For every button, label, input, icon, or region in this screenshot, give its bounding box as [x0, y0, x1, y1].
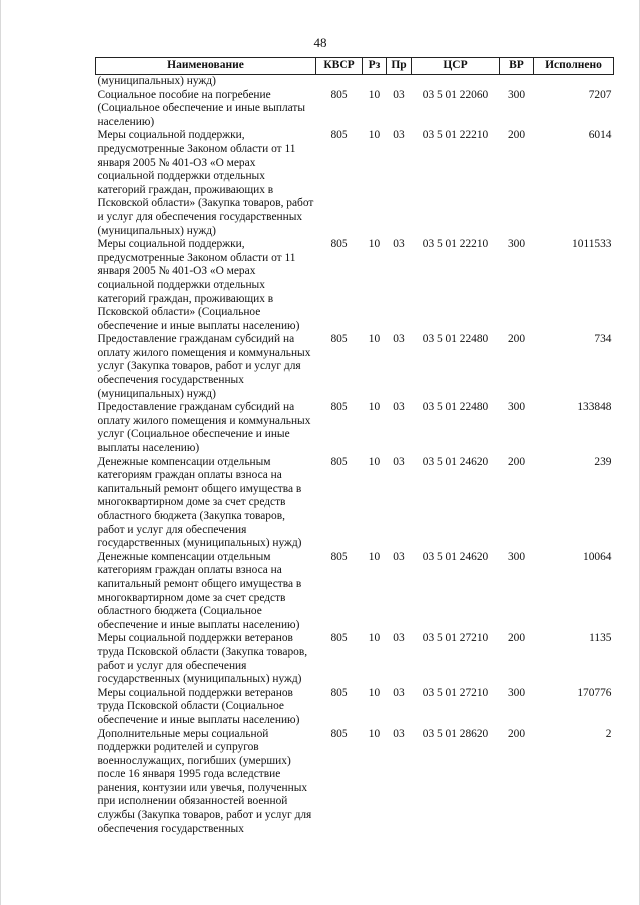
table-row	[96, 728, 614, 837]
table-cell-csr: 03 5 01 22060	[422, 88, 489, 101]
budget-table	[95, 57, 614, 836]
header-done: Исполнено	[534, 58, 614, 75]
table-row	[96, 238, 614, 333]
header-csr: ЦСР	[412, 58, 500, 75]
table-cell-name: Меры социальной поддержки ветеранов труда Псковской области (Социальное обеспечение и иные выплаты населению)	[97, 686, 300, 726]
table-cell-rz: 10	[368, 550, 381, 563]
table-cell-pr: 03	[393, 455, 405, 468]
table-cell-vr: 300	[507, 238, 526, 251]
table-cell-csr: 03 5 01 27210	[422, 632, 489, 645]
table-cell-csr: 03 5 01 24620	[422, 550, 489, 563]
table-cell-kvsr: 805	[330, 550, 348, 563]
table-cell-vr: 300	[507, 686, 526, 699]
table-row	[96, 632, 614, 686]
table-row	[96, 75, 614, 89]
table-cell-name: Денежные компенсации отдельным категориям граждан оплаты взноса на капитальный ремонт общего имущества в многоквартирном доме за счет средств областного бюджета (Закупка товаров, работ и услуг для обеспечения государственных (муниципальных) нужд)	[97, 455, 302, 550]
table-cell-rz: 10	[368, 238, 381, 251]
table-cell-rz: 10	[368, 632, 381, 645]
table-cell-rz: 10	[368, 88, 381, 101]
table-cell-kvsr: 805	[330, 455, 348, 468]
table-cell-done: 7207	[588, 88, 612, 101]
table-cell-pr: 03	[393, 401, 405, 414]
table-cell-rz: 10	[368, 727, 381, 740]
table-cell-done: 1011533	[572, 238, 612, 251]
table-cell-kvsr: 805	[330, 727, 348, 740]
table-cell-rz: 10	[368, 333, 381, 346]
table-cell-kvsr: 805	[330, 88, 348, 101]
table-cell-vr: 200	[507, 632, 526, 645]
table-cell-done: 170776	[577, 686, 612, 699]
table-cell-csr: 03 5 01 22480	[422, 401, 489, 414]
table-row	[96, 551, 614, 633]
header-vr: ВР	[500, 58, 534, 75]
table-cell-name: Меры социальной поддержки, предусмотренные Законом области от 11 января 2005 № 401-ОЗ «О мерах социальной поддержки отдельных категорий граждан, проживающих в Псковской области» (Социальное обеспечение и иные выплаты населению)	[97, 238, 300, 332]
table-cell-name: Денежные компенсации отдельным категориям граждан оплаты взноса на капитальный ремонт общего имущества в многоквартирном доме за счет средств областного бюджета (Социальное обеспечение и иные выплаты населению)	[97, 550, 302, 631]
table-cell-pr	[387, 75, 412, 89]
table-cell-kvsr	[316, 75, 363, 89]
table-cell-kvsr: 805	[330, 238, 348, 251]
header-kvsr: КВСР	[316, 58, 363, 75]
table-row	[96, 401, 614, 455]
table-cell-done: 1135	[589, 632, 612, 645]
table-cell-pr: 03	[393, 88, 405, 101]
table-cell-done	[534, 75, 614, 89]
header-pr: Пр	[387, 58, 412, 75]
table-cell-name: Меры социальной поддержки ветеранов труда Псковской области (Закупка товаров, работ и услуг для обеспечения государственных (муниципальных) нужд)	[97, 632, 308, 686]
table-cell-csr: 03 5 01 27210	[422, 686, 489, 699]
table-row	[96, 129, 614, 238]
table-cell-vr: 300	[507, 401, 526, 414]
table-cell-rz: 10	[368, 686, 381, 699]
table-cell-done: 2	[605, 727, 612, 740]
table-cell-pr: 03	[393, 238, 405, 251]
table-header-row	[96, 58, 614, 75]
table-cell-kvsr: 805	[330, 686, 348, 699]
table-cell-name: Меры социальной поддержки, предусмотренные Законом области от 11 января 2005 № 401-ОЗ «О мерах социальной поддержки отдельных категорий граждан, проживающих в Псковской области» (Закупка товаров, работ и услуг для обеспечения государственных (муниципальных) нужд)	[97, 129, 314, 237]
table-cell-pr: 03	[393, 632, 405, 645]
table-cell-name: Дополнительные меры социальной поддержки родителей и супругов военнослужащих, погибших (умерших) после 16 января 1995 года вследствие ранения, контузии или увечья, полученных при исполнении обязанностей военной службы (Закупка товаров, работ и услуг для обеспечения государственных	[97, 727, 312, 835]
table-cell-vr: 300	[507, 88, 526, 101]
table-row	[96, 687, 614, 728]
table-cell-vr: 200	[507, 727, 526, 740]
table-cell-name: Предоставление гражданам субсидий на оплату жилого помещения и коммунальных услуг (Закупка товаров, работ и услуг для обеспечения государственных (муниципальных) нужд)	[97, 333, 311, 400]
table-cell-kvsr: 805	[330, 129, 348, 142]
table-cell-csr: 03 5 01 28620	[422, 727, 489, 740]
table-cell-vr: 200	[507, 333, 526, 346]
table-cell-csr: 03 5 01 22210	[422, 129, 489, 142]
table-cell-pr: 03	[393, 129, 405, 142]
table-cell-kvsr: 805	[330, 632, 348, 645]
table-cell-csr	[412, 75, 500, 89]
table-cell-name: (муниципальных) нужд)	[97, 75, 216, 87]
table-cell-done: 133848	[577, 401, 612, 414]
table-cell-rz	[363, 75, 387, 89]
table-cell-pr: 03	[393, 550, 405, 563]
table-cell-pr: 03	[393, 727, 405, 740]
table-cell-name: Предоставление гражданам субсидий на оплату жилого помещения и коммунальных услуг (Социальное обеспечение и иные выплаты населению)	[97, 401, 311, 455]
header-name: Наименование	[96, 58, 316, 75]
table-cell-vr	[500, 75, 534, 89]
table-cell-pr: 03	[393, 686, 405, 699]
table-cell-done: 239	[594, 455, 612, 468]
table-cell-name: Социальное пособие на погребение (Социальное обеспечение и иные выплаты населению)	[97, 88, 306, 128]
table-cell-rz: 10	[368, 401, 381, 414]
table-cell-done: 6014	[588, 129, 612, 142]
left-margin-line	[0, 0, 1, 905]
table-cell-kvsr: 805	[330, 401, 348, 414]
table-cell-csr: 03 5 01 24620	[422, 455, 489, 468]
table-cell-vr: 200	[507, 455, 526, 468]
table-cell-csr: 03 5 01 22210	[422, 238, 489, 251]
table-row	[96, 89, 614, 130]
header-rz: Рз	[363, 58, 387, 75]
table-cell-done: 10064	[583, 550, 612, 563]
page-number: 48	[313, 35, 327, 50]
table-cell-pr: 03	[393, 333, 405, 346]
table-cell-rz: 10	[368, 129, 381, 142]
table-cell-kvsr: 805	[330, 333, 348, 346]
table-cell-rz: 10	[368, 455, 381, 468]
table-cell-csr: 03 5 01 22480	[422, 333, 489, 346]
table-cell-vr: 300	[507, 550, 526, 563]
table-row	[96, 456, 614, 551]
table-cell-done: 734	[594, 333, 612, 346]
table-cell-vr: 200	[507, 129, 526, 142]
table-row	[96, 333, 614, 401]
